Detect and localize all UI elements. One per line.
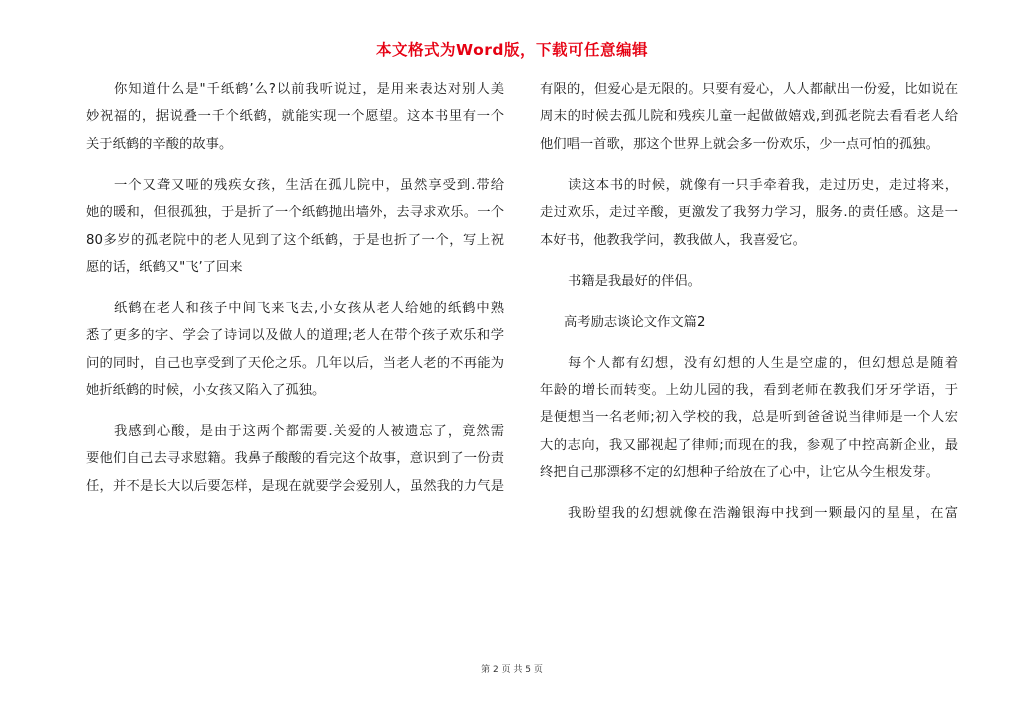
paragraph-line: 读这本书的时候，就像有一只手牵着我，走过历史，走过将来， [568,177,958,193]
paragraph-line: 年龄的增长而转变。上幼儿园的我，看到老师在教我们牙牙学语，于 [540,382,958,398]
paragraph-line: 我盼望我的幻想就像在浩瀚银海中找到一颗最闪的星星，在富 [568,506,958,522]
paragraph-line: 书籍是我最好的伴侣。 [568,273,701,289]
paragraph-line: 本好书，他教我学问，教我做人，我喜爱它。 [540,232,806,248]
page-number-footer: 第 2 页 共 5 页 [481,665,543,675]
right-text-column [540,76,958,527]
paragraph-line: 80多岁的孤老院中的老人见到了这个纸鹤，于是也折了一个，写上祝 [86,232,504,248]
paragraph-line: 他们唱一首歌，那这个世界上就会多一份欢乐，少一点可怕的孤独。 [540,136,939,152]
paragraph-line: 是便想当一名老师;初入学校的我，总是听到爸爸说当律师是一个人宏 [540,410,958,426]
paragraph-line: 我感到心酸，是由于这两个都需要.关爱的人被遗忘了，竟然需 [114,424,504,440]
paragraph-line: 你知道什么是"千纸鹤’么?以前我听说过，是用来表达对别人美 [114,82,504,97]
paragraph-line: 悉了更多的字、学会了诗词以及做人的道理;老人在带个孩子欢乐和学 [86,328,504,344]
section-heading: 高考励志谈论文作文篇2 [564,314,706,330]
paragraph-line: 妙祝福的，据说叠一千个纸鹤，就能实现一个愿望。这本书里有一个 [86,109,504,125]
paragraph-line: 每个人都有幻想，没有幻想的人生是空虚的，但幻想总是随着 [568,355,958,371]
paragraph-line: 问的同时，自己也享受到了天伦之乐。几年以后，当老人老的不再能为 [86,355,504,371]
paragraph-line: 要他们自己去寻求慰籍。我鼻子酸酸的看完这个故事，意识到了一份责 [86,451,504,467]
left-text-column [86,76,504,500]
paragraph-line: 她折纸鹤的时候，小女孩又陷入了孤独。 [86,383,326,399]
paragraph-line: 有限的，但爱心是无限的。只要有爱心，人人都献出一份爱，比如说在 [540,82,958,97]
paragraph-line: 纸鹤在老人和孩子中间飞来飞去,小女孩从老人给她的纸鹤中熟 [114,300,504,316]
paragraph-line: 终把自己那漂移不定的幻想种子给放在了心中，让它从今生根发芽。 [540,465,939,481]
paragraph-line: 走过欢乐，走过辛酸，更激发了我努力学习，服务.的责任感。这是一 [540,205,958,221]
paragraph-line: 一个又聋又哑的残疾女孩，生活在孤儿院中，虽然享受到.带给 [114,177,504,193]
paragraph-line: 大的志向，我又鄙视起了律师;而现在的我，参观了中控高新企业，最 [540,437,958,453]
paragraph-line: 周末的时候去孤儿院和残疾儿童一起做做嬉戏,到孤老院去看看老人给 [540,109,958,125]
paragraph-line: 关于纸鹤的辛酸的故事。 [86,136,233,152]
paragraph-line: 任，并不是长大以后要怎样，是现在就要学会爱别人，虽然我的力气是 [86,478,504,494]
document-banner: 本文格式为Word版，下载可任意编辑 [376,41,648,59]
paragraph-line: 她的暖和，但很孤独，于是折了一个纸鹤抛出墙外，去寻求欢乐。一个 [86,205,504,221]
paragraph-line: 愿的话，纸鹤又"飞’了回来 [86,259,243,275]
